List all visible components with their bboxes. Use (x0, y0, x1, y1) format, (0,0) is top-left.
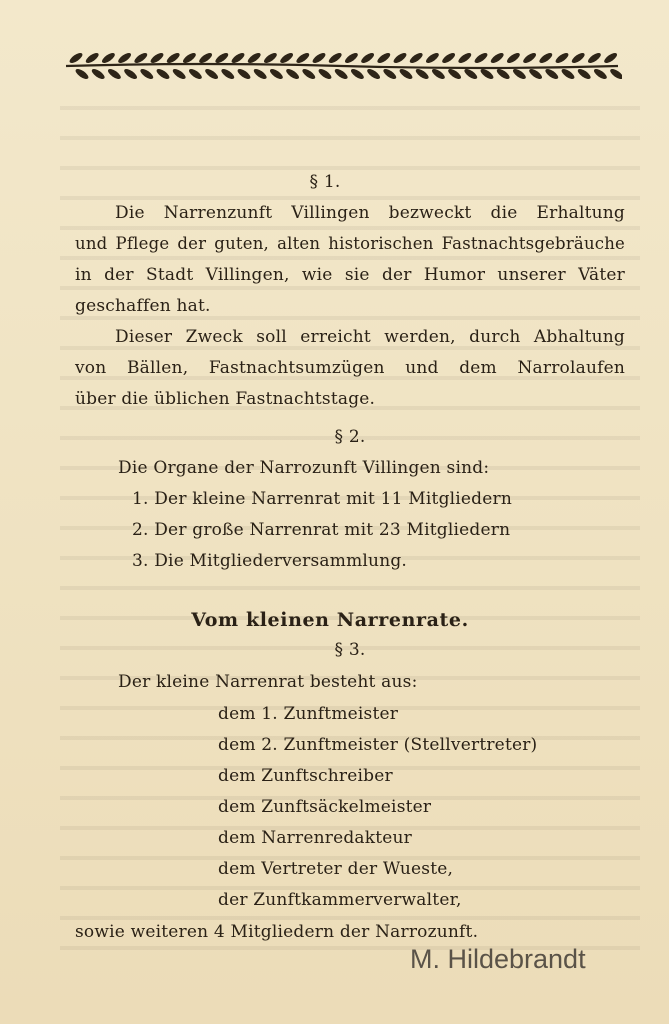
list-item: der Zunftkammerverwalter, (218, 890, 462, 910)
section-3-closing: sowie weiteren 4 Mitgliedern der Narrozunft. (75, 922, 479, 942)
list-item: dem Narrenredakteur (218, 828, 413, 848)
section-1-heading: § 1. (309, 172, 341, 192)
list-item: 1. Der kleine Narrenrat mit 11 Mitgliedern (132, 489, 513, 509)
photographer-watermark: M. Hildebrandt (410, 944, 586, 974)
section-3-intro: Der kleine Narrenrat besteht aus: (118, 672, 418, 692)
section-1-line: geschaffen hat. (75, 296, 211, 316)
list-item: dem Vertreter der Wueste, (218, 859, 454, 879)
section-1-line: über die üblichen Fastnachtstage. (75, 389, 376, 409)
list-item: 3. Die Mitgliederversammlung. (132, 551, 408, 571)
section-3-heading: § 3. (334, 640, 366, 660)
section-1-line: Die Narrenzunft Villingen bezweckt die Erhaltung (115, 203, 625, 223)
list-item: dem 1. Zunftmeister (218, 704, 399, 724)
subsection-title: Vom kleinen Narrenrate. (191, 609, 469, 631)
leaf-garland-icon (62, 46, 622, 84)
section-1-line: in der Stadt Villingen, wie sie der Humor unserer Väter (75, 265, 625, 285)
list-item: dem Zunftschreiber (218, 766, 393, 786)
list-item: 2. Der große Narrenrat mit 23 Mitgliedern (132, 520, 511, 540)
list-item: dem 2. Zunftmeister (Stellvertreter) (218, 735, 538, 755)
list-item: dem Zunftsäckelmeister (218, 797, 432, 817)
section-2-heading: § 2. (334, 427, 366, 447)
section-1-line: Dieser Zweck soll erreicht werden, durch Abhaltung (115, 327, 625, 347)
section-1-line: und Pflege der guten, alten historischen Fastnachtsgebräuche (75, 234, 625, 253)
section-1-line: von Bällen, Fastnachtsumzügen und dem Narrolaufen (75, 358, 625, 378)
section-2-intro: Die Organe der Narrozunft Villingen sind: (118, 458, 490, 478)
